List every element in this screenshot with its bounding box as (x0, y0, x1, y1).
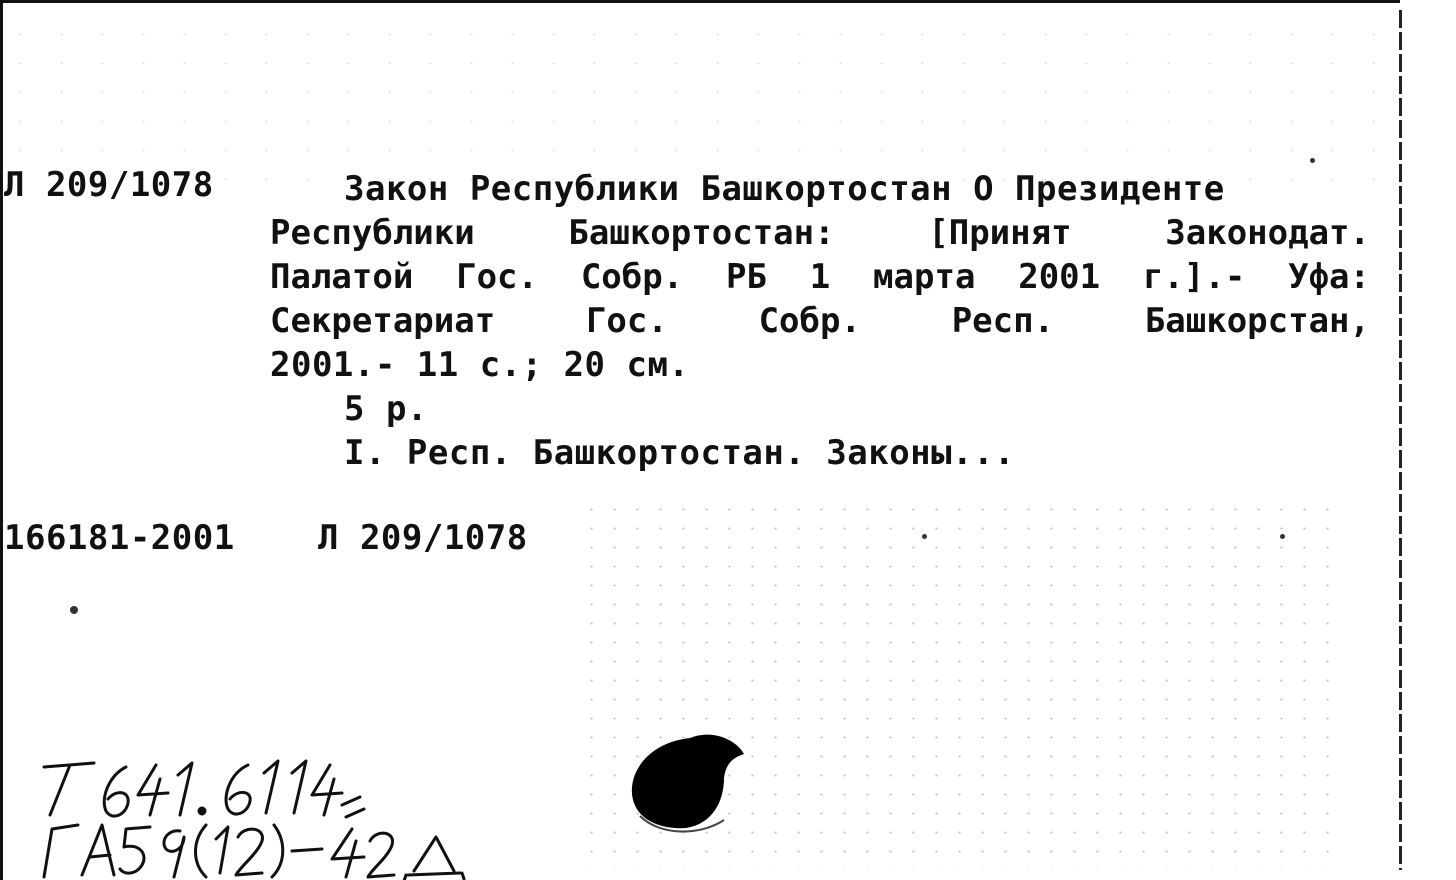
scan-noise-top (0, 20, 1390, 180)
subject-heading: I. Респ. Башкортостан. Законы... (344, 433, 1016, 473)
accession-number: 166181-2001 (4, 518, 235, 558)
speck (1280, 534, 1285, 539)
speck (1310, 158, 1315, 163)
title-line-4 (270, 299, 1370, 343)
card-top-border (0, 0, 1400, 3)
title-line-3 (270, 255, 1370, 299)
card-right-border (1399, 10, 1402, 870)
title-line-2 (270, 211, 1370, 255)
handwritten-classification-codes (30, 745, 500, 880)
ink-blot (620, 720, 760, 840)
price: 5 р. (344, 389, 428, 429)
title-line-4-text: Секретариат Гос. Собр. Респ. Башкорстан, (270, 301, 1370, 341)
title-line-5: 2001.- 11 с.; 20 см. (270, 345, 690, 385)
speck (70, 606, 78, 614)
call-number-top: Л 209/1078 (4, 165, 214, 205)
title-line-3-text: Палатой Гос. Собр. РБ 1 марта 2001 г.].- Уфа: (270, 257, 1370, 297)
call-number-bottom: Л 209/1078 (318, 518, 528, 558)
speck (922, 534, 927, 539)
title-line-1: Закон Республики Башкортостан О Президенте (344, 169, 1225, 209)
title-line-2-text: Республики Башкортостан: [Принят Законодат. (270, 213, 1370, 253)
